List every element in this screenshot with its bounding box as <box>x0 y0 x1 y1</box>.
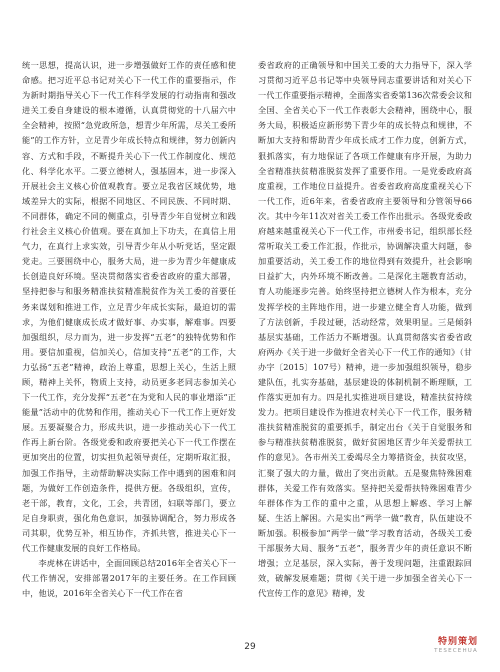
section-title: 特别策划 <box>437 637 478 647</box>
section-subtitle: TESECEHUA <box>434 648 478 654</box>
page-number: 29 <box>244 642 256 652</box>
left-column <box>22 58 236 601</box>
left-paragraph-1: 统一思想，提高认识，进一步增强做好工作的责任感和使命感。把习近平总书记对关心下一代工作的重要指示，作为新时期指导关心下一代工作科学发展的行动指南和强改进关工委自身建设的根本遵循，认真贯彻党的十八届六中全会精神，按照“急党政所急，想青少年所需，尽关工委所能”的工作方针，立足青少年成长特点和规律，努力创新内容、方式和手段，不断提升关心下一代工作制度化、规范化、科学化水平。二要立德树人，强基固本，进一步深入开展社会主义核心价值观教育。要立足我省区域优势，地域差异大的实际，根据不同地区、不同民族、不同时期、不同群体，确定不同的侧重点，引导青少年自觉树立和践行社会主义核心价值观。要在真加上下功夫，在真信上用气力，在真行上求实效，引导青少年从小听党话，坚定跟党走。三要围绕中心，服务大局，进一步为青少年健康成长创造良好环境。坚决贯彻落实省委省政府的重大部署，坚持把参与和服务精准扶贫精准脱贫作为关工委的首要任务来谋划和推进工作，立足青少年成长实际，最迫切的需求，为他们健康成长成才做好事、办实事，解难事。四要加强组织，尽力而为，进一步发挥“五老”的独特优势和作用。要信加重视，信加关心，信加支持“五老”的工作，大力弘扬“五老”精神，政治上尊重，思想上关心，生活上照顾，精神上关怀，物质上支持，动员更多老同志参加关心下一代工作，充分发挥“五老”在为党和人民的事业增添“正能量”活动中的优势和作用，推动关心下一代工作上更好发展。五要凝聚合力，形成共识，进一步推动关心下一代工作再上新台阶。各级党委和政府要把关心下一代工作摆在更加突出的位置，切实担负起领导责任，定期听取汇报，加强工作指导，主动帮助解决实际工作中遇到的困难和问题，为做好工作创造条件，提供方便。各级组织，宣传，老干部，教育，文化，工会，共青团，妇联等部门，要立足自身职责，强化角色意识，加强协调配合，努力形成各司其职，优势互补，相互协作，齐抓共管，推进关心下一代工作健康发展的良好工作格局。 <box>22 60 236 553</box>
left-paragraph-2: 李虎林在讲话中，全面回顾总结2016年全省关心下一代工作情况，安排部署2017年的主要任务。在工作回顾中，他说，2016年全省关心下一代工作在省 <box>22 558 236 599</box>
right-column <box>258 58 472 601</box>
section-brand <box>434 634 478 654</box>
right-paragraph-1: 委省政府的正确领导和中国关工委的大力指导下，深入学习贯彻习近平总书记等中央领导同志重要讲话和对关心下一代工作重要指示精神，全面落实省委第136次常委会议和全国、全省关心下一代工作表彰大会精神，围绕中心，服务大局，积极适应新形势下青少年的成长特点和规律，不断加大支持和帮助青少年成长成才工作力度，创新方式，狠抓落实，有力地保证了各项工作健康有序开展，为助力全省精准扶贫精准脱贫发挥了重要作用。一是党委政府高度重视，工作地位日益提升。省委省政府高度重视关心下一代工作，近6年来，省委省政府主要领导和分管领导66次。其中今年11次对省关工委工作作出批示。各级党委政府越来越重视关心下一代工作，市州委书记，组织部长经常听取关工委工作汇报，作批示，协调解决重大问题，参加重要活动，关工委工作的地位得到有效提升，社会影响日益扩大，内外环境不断改善。二是深化主题教育活动，育人功能逐步完善。始终坚持把立德树人作为根本，充分发挥学校的主阵地作用，进一步建立健全育人功能，做到了方法创新，手段过硬，活动经常，效果明显。三是倾斜基层实基础，工作活力不断增强。认真贯彻落实省委省政府两办《关于进一步做好全省关心下一代工作的通知》（甘办字〔2015〕107号）精神，进一步加强组织领导，稳步建队伍，扎实夯基础，基层建设的体制机制不断理顺，工作落实更加有力。四是扎实推进项目建设，精准扶贫持续发力。把项目建设作为推进农村关心下一代工作，服务精准扶贫精准脱贫的重要抓手，制定出台《关于自觉服务和参与精准扶贫精准脱贫，做好贫困地区青少年关爱帮扶工作的意见》。各市州关工委竭尽全力筹措资金，扶贫攻坚，汇聚了强大的力量，做出了突出贡献。五是聚焦特殊困难群体，关爱工作有效落实。坚持把关爱帮扶特殊困难青少年群体作为工作的重中之重，从思想上解惑、学习上解疑、生活上解困。六是实出“两学一做”教育，队伍建设不断加强。积极参加“两学一做”学习教育活动，各级关工委干部服务大局、服务“五老”，服务青少年的责任意识不断增强；立足基层，深入实际，善于发现问题，注重跟踪回效，破解发展难题；贯彻《关于进一步加强全省关心下一代宣传工作的意见》精神，发 <box>258 60 472 599</box>
